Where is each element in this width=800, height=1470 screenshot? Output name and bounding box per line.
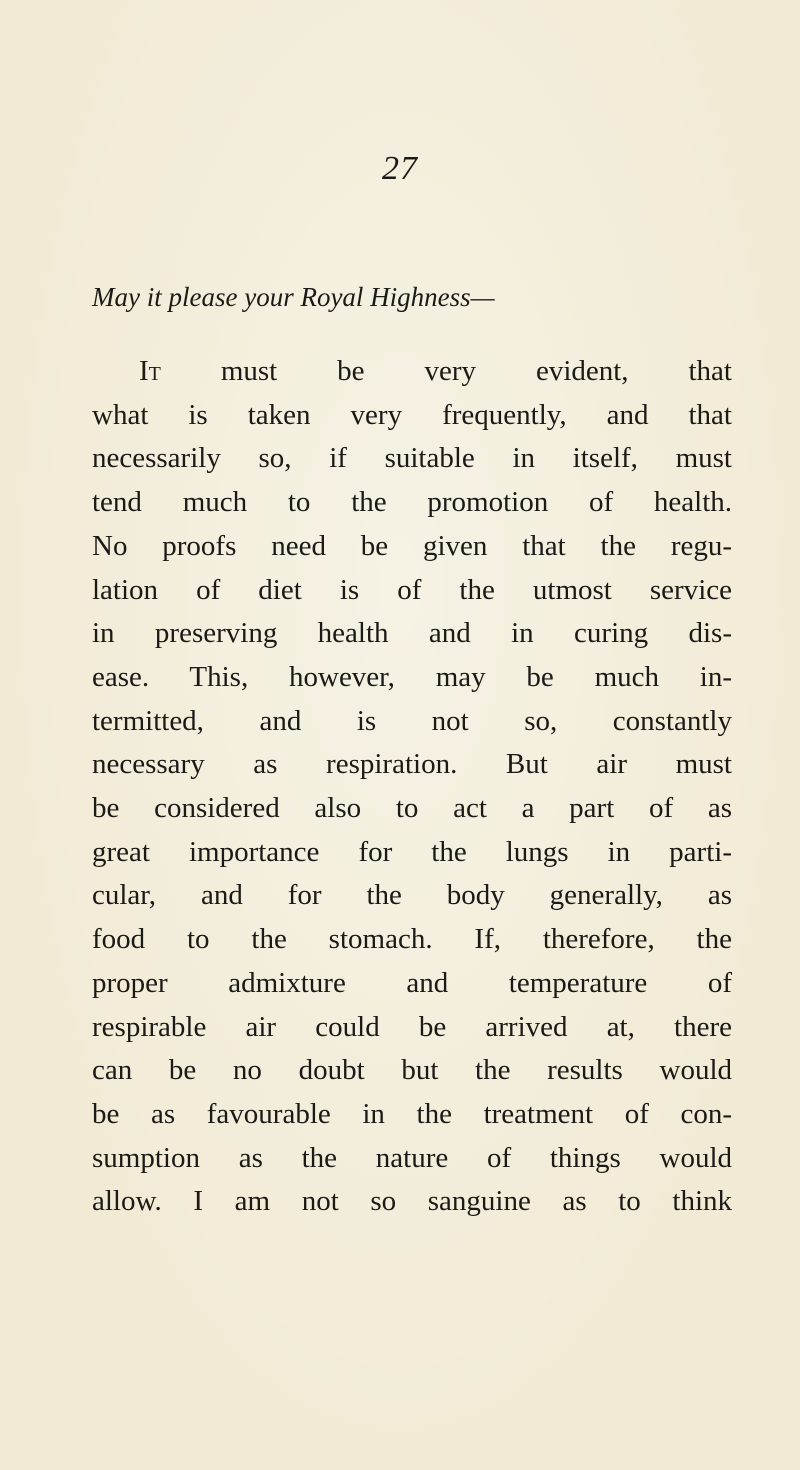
text-line: No proofs need be given that the regu- — [92, 529, 732, 562]
page-number: 27 — [382, 150, 418, 187]
text-line-content: must be very evident, that — [160, 355, 732, 387]
text-line: what is taken very frequently, and that — [92, 398, 732, 431]
text-line: sumption as the nature of things would — [92, 1141, 732, 1174]
text-line: ease. This, however, may be much in- — [92, 660, 732, 693]
text-line — [92, 350, 732, 394]
text-line: food to the stomach. If, therefore, the — [92, 923, 732, 956]
text-line: cular, and for the body generally, as — [92, 879, 732, 912]
text-line: lation of diet is of the utmost service — [92, 573, 732, 606]
text-line: proper admixture and temperature of — [92, 966, 732, 999]
text-line: can be no doubt but the results would — [92, 1054, 732, 1087]
text-line: great importance for the lungs in parti- — [92, 835, 732, 868]
text-line: be considered also to act a part of as — [92, 792, 732, 825]
text-line: necessarily so, if suitable in itself, must — [92, 442, 732, 475]
text-line: be as favourable in the treatment of con- — [92, 1097, 732, 1130]
opening-word: It — [139, 355, 161, 387]
text-line: in preserving health and in curing dis- — [92, 617, 732, 650]
text-line: necessary as respiration. But air must — [92, 748, 732, 781]
salutation: May it please your Royal Highness— — [92, 282, 495, 312]
text-line: tend much to the promotion of health. — [92, 486, 732, 519]
body-paragraph — [92, 350, 732, 1224]
text-line: allow. I am not so sanguine as to think — [92, 1185, 732, 1218]
text-line: termitted, and is not so, constantly — [92, 704, 732, 737]
text-line: respirable air could be arrived at, there — [92, 1010, 732, 1043]
